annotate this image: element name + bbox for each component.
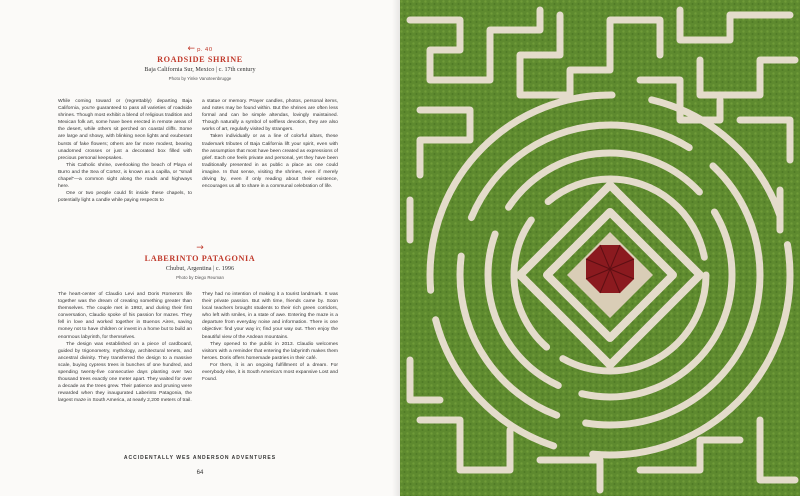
paragraph: One or two people could fit inside these chapels, to potentially light a candle while paying respects to <box>58 191 192 204</box>
book-gutter <box>392 0 400 496</box>
paragraph: Taken individually or as a line of colorful altars, these trademark tributes of Baja California lift your spirit, even with the assumption that most have been created as expressions of grief. Each one feels private and personal, yet they have been traditionally presented in as public a place as one could imagine. In that sense, visiting the shrines, even if merely driving by, even if only reading about their existence, encourages us all to share in a communal celebration of life. <box>202 134 338 190</box>
entry2-column-left <box>58 291 192 405</box>
entry-location: Chubut, Argentina | c. 1996 <box>165 265 235 272</box>
entry-location: Baja California Sur, Mexico | c. 17th century <box>144 66 256 73</box>
paragraph: The heart-center of Claudio Levi and Doris Romera's life together was the dream of creating something greater than themselves. The couple met in 1992, and during their first conversation, Claudio spoke of his passion for mazes. They fell in love and worked together in Buenos Aires, saving money not to have children or invest in a home but to build an enormous labyrinth, for themselves. <box>58 292 192 340</box>
hedge-maze-aerial-photo <box>400 0 800 496</box>
page-reference: p. 40 <box>197 47 213 53</box>
entry-header-laberinto-patagonia <box>60 243 340 280</box>
entry-header-roadside-shrine <box>60 44 340 81</box>
entry1-column-right <box>202 98 338 190</box>
entry1-column-left <box>58 98 192 204</box>
paragraph: This Catholic shrine, overlooking the beach of Playa el Burro and the Sea of Cortez, is known as a capilla, or "small chapel"—a common sight along the roads and highways here. <box>58 162 192 190</box>
entry2-column-right <box>202 291 338 383</box>
running-footer-title: ACCIDENTALLY WES ANDERSON ADVENTURES <box>123 455 277 461</box>
right-page-photo <box>400 0 800 496</box>
paragraph: a statue or memory. Prayer candles, photos, personal items, and notes may be found within. But the shrines are often less formal and can be simple altendas, lovingly maintained. Though naturally a symbol of selfless devotion, they are also works of art, regularly visited by strangers. <box>202 99 338 133</box>
paragraph: While coming toward or (regrettably) departing Baja California, you're guaranteed to pass all varieties of roadside shrines. Though most exhibit a blend of religious tradition and Mexican folk art, some have been erected in remote areas of the desert, while others sit perched on coastal cliffs. Some are large and showy, with blinking neon lights and exuberant bursts of fake flowers; others are far more modest, bearing unadorned crosses or just a decorated box filled with precious personal keepsakes. <box>58 99 192 161</box>
back-arrow-icon: ← p. 40 <box>187 44 213 54</box>
entry-title: ROADSIDE SHRINE <box>157 55 243 64</box>
paragraph: The design was established on a piece of cardboard, guided by trigonometry, mythology, architectural tenets, and ancestral divinity. They transferred the design to a massive scale, buying cypress trees in bunches of one hundred, and spending twenty-five consecutive days planting over two thousand trees exactly one meter apart. They waited for over a decade as the trees grew. Their patience and pruning were rewarded when they inaugurated Laberinto Patagonia, the largest maze in South America, at nearly 2,200 meters of trail. <box>58 341 192 404</box>
paragraph: They had no intention of making it a tourist landmark. It was their private passion. But with time, friends came by. Soon local teachers brought students to their rich green corridors, who left with smiles, in a state of awe. Entering the maze is a departure from everyday noise and information. There is one objective: find your way in; find your way out. Then enjoy the beautiful view of the Andean mountains. <box>202 292 338 340</box>
paragraph: For them, it is an ongoing fulfillment of a dream. For everybody else, it is South America's most expansive Lost and Found. <box>202 362 338 383</box>
paragraph: They opened to the public in 2013. Claudio welcomes visitors with a reminder that entering the labyrinth makes them heroes. Doris offers homemade pastries in their café. <box>202 341 338 361</box>
page-number: 64 <box>196 470 204 476</box>
entry-title: LABERINTO PATAGONIA <box>144 254 256 263</box>
photo-credit: Photo by Diego Reuman <box>176 275 224 280</box>
forward-arrow-icon: → <box>196 243 204 253</box>
photo-credit: Photo by Yinke Vanoteenbrugge <box>168 76 232 81</box>
